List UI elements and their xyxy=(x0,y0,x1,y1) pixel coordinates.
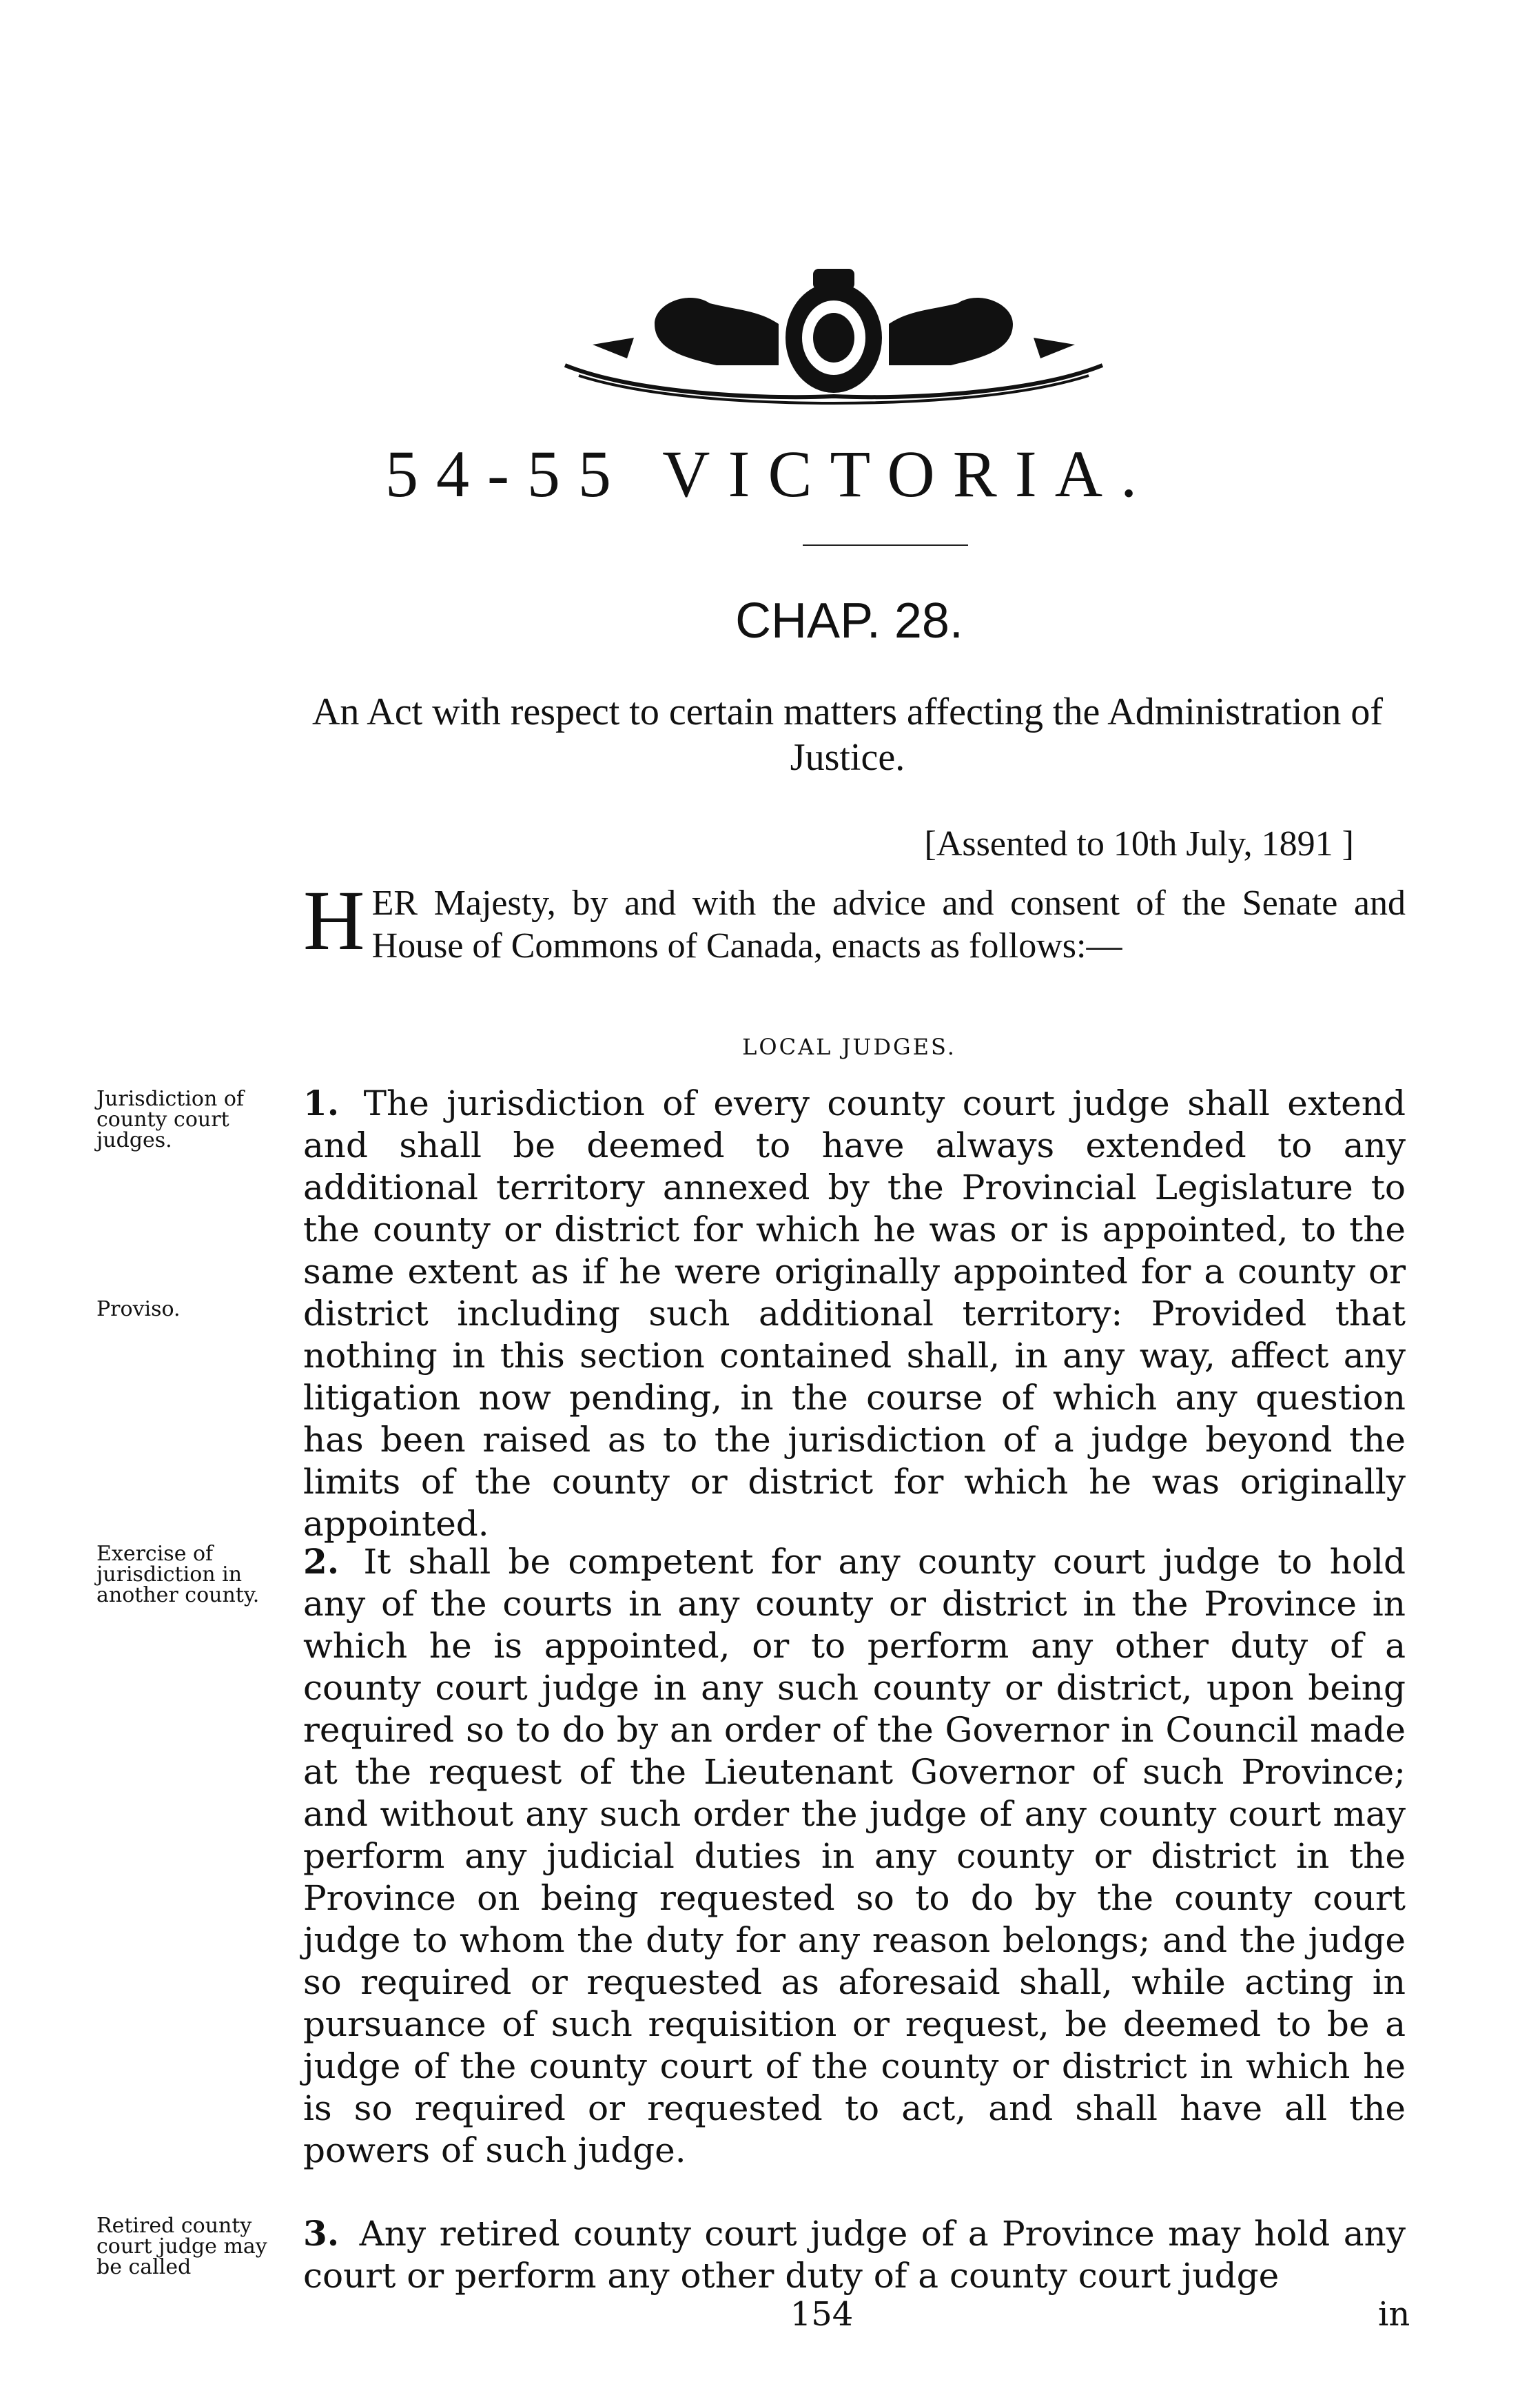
enacting-text: ER Majesty, by and with the advice and consent of the Senate and House of Commons of Canada, enacts as follows:— xyxy=(371,884,1406,966)
section-number: 1. xyxy=(303,1083,340,1123)
section-text: The jurisdiction of every county court judge shall extend and shall be deemed to have always extended to any additional territory annexed by the Provincial Legislature to the county or district for which he was or is appointed, to the same extent as if he were originally appointed for a county or district including such additional territory: Provided that nothing in this section contained shall, in any way, affect any litigation now pending, in the course of which any question has been raised as to the jurisdiction of a judge beyond the limits of the county or district for which he was originally appointed. xyxy=(303,1083,1406,1544)
section-3 xyxy=(303,2212,1406,2297)
long-title: An Act with respect to certain matters affecting the Administration of Justice. xyxy=(311,691,1384,779)
section-text: Any retired county court judge of a Province may hold any court or perform any other duty of a county court judge xyxy=(303,2214,1406,2296)
reign-title: 54-55 VICTORIA. xyxy=(384,437,1156,511)
royal-coat-of-arms-icon xyxy=(551,262,1116,407)
page-number: 154 xyxy=(790,2295,854,2334)
section-2 xyxy=(303,1540,1406,2172)
margin-note-section-2: Exercise of jurisdiction in another county. xyxy=(96,1542,260,1607)
chapter-number: CHAP. 28. xyxy=(735,593,963,649)
section-text: It shall be competent for any county court judge to hold any of the courts in any county or district in the Province in which he is appointed, or to perform any other duty of a county court judge in any such county or district, upon being required so to do by an order of the Governor in Council made at the request of the Lieutenant Governor of such Province; and without any such order the judge of any county court may perform any judicial duties in any county or district in the Province on being requested so to do by the county court judge to whom the duty for any reason belongs; and the judge so required or requested as aforesaid shall, while acting in pursuance of such requisition or request, be deemed to be a judge of the county court of the county or district in which he is so required or requested to act, and shall have all the powers of such judge. xyxy=(303,1542,1406,2170)
margin-note-section-3: Retired county court judge may be called xyxy=(96,2214,267,2279)
margin-note-section-1: Jurisdiction of county court judges. xyxy=(96,1087,245,1152)
title-rule xyxy=(803,544,968,546)
catchword: in xyxy=(1378,2295,1410,2334)
section-heading: LOCAL JUDGES. xyxy=(742,1034,956,1060)
assent-date: [Assented to 10th July, 1891 ] xyxy=(924,824,1354,864)
section-number: 3. xyxy=(303,2213,340,2254)
margin-note-proviso: Proviso. xyxy=(96,1297,181,1321)
enacting-clause xyxy=(303,873,1406,968)
section-number: 2. xyxy=(303,1541,340,1582)
drop-cap: H xyxy=(303,873,365,968)
section-1 xyxy=(303,1082,1406,1545)
